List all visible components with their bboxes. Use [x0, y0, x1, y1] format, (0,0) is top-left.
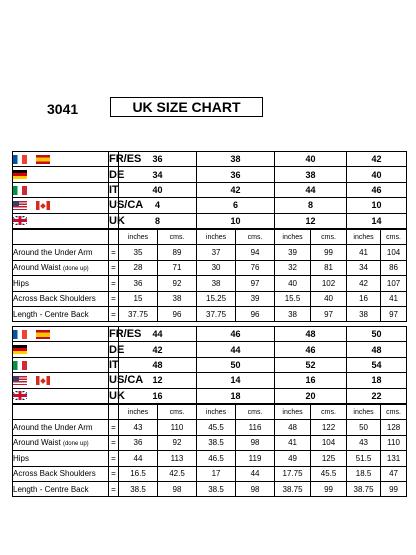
italy-flag-icon [13, 361, 27, 370]
measurement-row-hips [13, 276, 407, 291]
measurement-label [13, 435, 109, 450]
flag-cell [13, 342, 109, 357]
measurement-value: 98 [236, 435, 275, 450]
size-value: 18 [347, 373, 407, 388]
france-flag-icon [13, 155, 27, 164]
unit-cms: cms. [158, 229, 197, 245]
size-value: 40 [275, 152, 347, 167]
country-label: US/CA [109, 374, 144, 387]
size-row-de [13, 167, 407, 182]
measurement-value: 38 [275, 306, 311, 321]
unit-inches: inches [197, 404, 236, 420]
size-value: 14 [197, 373, 275, 388]
size-value: 16 [275, 373, 347, 388]
measurement-label [13, 420, 109, 435]
measurement-value: 38.5 [119, 481, 158, 496]
unit-cms: cms. [311, 404, 347, 420]
measurement-row-under_arm [13, 245, 407, 260]
measurement-value: 17 [197, 466, 236, 481]
size-value: 50 [347, 327, 407, 342]
measurement-value: 30 [197, 260, 236, 275]
size-value: 42 [347, 152, 407, 167]
measurement-label [13, 306, 109, 321]
measurement-value: 102 [311, 276, 347, 291]
measurement-value: 38 [158, 291, 197, 306]
measurement-note: (done up) [62, 441, 89, 448]
measurement-value: 41 [381, 291, 407, 306]
country-label: FR/ES [109, 328, 142, 341]
measurement-value: 38.75 [347, 481, 381, 496]
measurement-value: 36 [119, 435, 158, 450]
measurement-value: 99 [311, 245, 347, 260]
equals-sign: = [109, 466, 119, 481]
measurement-value: 96 [236, 306, 275, 321]
chart-title: UK SIZE CHART [110, 97, 263, 117]
size-value: 18 [197, 388, 275, 404]
measurement-value: 76 [236, 260, 275, 275]
equals-sign: = [109, 451, 119, 466]
measurement-name: Hips [13, 278, 30, 288]
unit-inches: inches [275, 404, 311, 420]
size-value: 48 [119, 357, 197, 372]
measurement-value: 97 [381, 306, 407, 321]
size-value: 8 [119, 213, 197, 229]
france-flag-icon [13, 330, 27, 339]
measurement-value: 110 [381, 435, 407, 450]
measurement-value: 35 [119, 245, 158, 260]
measurement-name: Around Waist [13, 263, 61, 273]
unit-inches: inches [347, 229, 381, 245]
measurement-value: 44 [119, 451, 158, 466]
size-value: 44 [197, 342, 275, 357]
germany-flag-icon [13, 345, 27, 354]
country-label: DE [109, 343, 125, 356]
unit-inches: inches [197, 229, 236, 245]
unit-cms: cms. [158, 404, 197, 420]
size-row-fr_es [13, 327, 407, 342]
measurement-note: (done up) [62, 266, 89, 273]
measurement-value: 131 [381, 451, 407, 466]
unit-inches: inches [347, 404, 381, 420]
measurement-name: Around the Under Arm [13, 248, 93, 258]
flag-cell [13, 357, 109, 372]
measurement-name: Around the Under Arm [13, 423, 93, 433]
measurement-row-length [13, 306, 407, 321]
measurement-name: Across Back Shoulders [13, 469, 96, 479]
country-label: UK [109, 213, 119, 229]
flag-cell [13, 213, 109, 229]
measurement-value: 116 [236, 420, 275, 435]
measurement-value: 38.5 [197, 435, 236, 450]
measurement-value: 37 [197, 245, 236, 260]
size-value: 48 [275, 327, 347, 342]
unit-cms: cms. [311, 229, 347, 245]
measurement-value: 81 [311, 260, 347, 275]
size-value: 46 [275, 342, 347, 357]
measurement-value: 92 [158, 435, 197, 450]
measurement-value: 44 [236, 466, 275, 481]
unit-inches: inches [119, 229, 158, 245]
measurement-value: 128 [381, 420, 407, 435]
unit-cms: cms. [236, 229, 275, 245]
measurement-label [13, 260, 109, 275]
measurement-value: 125 [311, 451, 347, 466]
measurement-value: 104 [311, 435, 347, 450]
measurement-value: 96 [158, 306, 197, 321]
size-value: 12 [275, 213, 347, 229]
flag-cell [13, 198, 109, 213]
measurement-label [13, 451, 109, 466]
size-value: 46 [347, 182, 407, 197]
size-value: 36 [119, 152, 197, 167]
size-value: 20 [275, 388, 347, 404]
measurement-value: 113 [158, 451, 197, 466]
measurement-value: 45.5 [197, 420, 236, 435]
germany-flag-icon [13, 170, 27, 179]
size-value: 10 [197, 213, 275, 229]
size-table-1 [12, 151, 407, 322]
measurement-value: 36 [119, 276, 158, 291]
size-row-it [13, 182, 407, 197]
measurement-value: 48 [275, 420, 311, 435]
size-value: 46 [197, 327, 275, 342]
unit-cms: cms. [236, 404, 275, 420]
measurement-value: 86 [381, 260, 407, 275]
equals-sign: = [109, 420, 119, 435]
size-value: 54 [347, 357, 407, 372]
measurement-value: 15.5 [275, 291, 311, 306]
measurement-value: 39 [236, 291, 275, 306]
measurement-value: 38.75 [275, 481, 311, 496]
size-row-uk [13, 213, 407, 229]
measurement-value: 98 [158, 481, 197, 496]
size-value: 52 [275, 357, 347, 372]
canada-flag-icon [36, 376, 50, 385]
measurement-value: 47 [381, 466, 407, 481]
measurement-value: 71 [158, 260, 197, 275]
spain-flag-icon [36, 330, 50, 339]
uk-flag-icon [13, 216, 27, 225]
measurement-value: 97 [236, 276, 275, 291]
measurement-name: Hips [13, 453, 30, 463]
measurement-value: 38.5 [197, 481, 236, 496]
measurement-value: 18.5 [347, 466, 381, 481]
size-value: 40 [119, 182, 197, 197]
measurement-value: 34 [347, 260, 381, 275]
usa-flag-icon [13, 201, 27, 210]
measurement-name: Length - Centre Back [13, 484, 89, 494]
equals-sign: = [109, 291, 119, 306]
size-value: 38 [275, 167, 347, 182]
measurement-value: 42 [347, 276, 381, 291]
size-value: 40 [347, 167, 407, 182]
size-value: 50 [197, 357, 275, 372]
size-value: 44 [119, 327, 197, 342]
measurement-label [13, 291, 109, 306]
measurement-value: 46.5 [197, 451, 236, 466]
country-label: FR/ES [109, 153, 142, 166]
size-value: 4 [119, 198, 197, 213]
flag-cell [13, 182, 109, 197]
measurement-value: 119 [236, 451, 275, 466]
measurement-row-waist [13, 260, 407, 275]
measurement-value: 98 [236, 481, 275, 496]
flag-cell [13, 152, 109, 167]
measurement-value: 15.25 [197, 291, 236, 306]
measurement-row-shoulders [13, 291, 407, 306]
size-value: 6 [197, 198, 275, 213]
measurement-value: 41 [347, 245, 381, 260]
measurement-value: 89 [158, 245, 197, 260]
unit-cms: cms. [381, 404, 407, 420]
measurement-value: 37.75 [119, 306, 158, 321]
spain-flag-icon [36, 155, 50, 164]
measurement-value: 43 [119, 420, 158, 435]
measurement-row-under_arm [13, 420, 407, 435]
unit-inches: inches [119, 404, 158, 420]
uk-flag-icon [13, 391, 27, 400]
measurement-value: 38 [347, 306, 381, 321]
size-value: 38 [197, 152, 275, 167]
measurement-value: 28 [119, 260, 158, 275]
measurement-value: 50 [347, 420, 381, 435]
units-row [13, 404, 407, 420]
measurement-value: 38 [197, 276, 236, 291]
measurement-value: 43 [347, 435, 381, 450]
size-value: 12 [119, 373, 197, 388]
size-value: 14 [347, 213, 407, 229]
size-row-us_ca [13, 198, 407, 213]
size-value: 34 [119, 167, 197, 182]
size-table-2 [12, 326, 407, 497]
equals-sign: = [109, 306, 119, 321]
flag-cell [13, 327, 109, 342]
flag-cell [13, 388, 109, 404]
measurement-value: 51.5 [347, 451, 381, 466]
measurement-value: 94 [236, 245, 275, 260]
size-value: 16 [119, 388, 197, 404]
measurement-value: 40 [275, 276, 311, 291]
country-label: DE [109, 168, 125, 181]
italy-flag-icon [13, 186, 27, 195]
canada-flag-icon [36, 201, 50, 210]
measurement-value: 39 [275, 245, 311, 260]
equals-sign: = [109, 276, 119, 291]
unit-cms: cms. [381, 229, 407, 245]
size-row-us_ca [13, 373, 407, 388]
measurement-value: 122 [311, 420, 347, 435]
size-value: 10 [347, 198, 407, 213]
measurement-value: 16.5 [119, 466, 158, 481]
measurement-label [13, 481, 109, 496]
measurement-value: 107 [381, 276, 407, 291]
product-code: 3041 [47, 101, 79, 117]
size-value: 22 [347, 388, 407, 404]
measurement-value: 104 [381, 245, 407, 260]
measurement-row-length [13, 481, 407, 496]
equals-sign: = [109, 260, 119, 275]
size-value: 42 [119, 342, 197, 357]
country-label: IT [109, 358, 119, 371]
measurement-value: 40 [311, 291, 347, 306]
size-value: 48 [347, 342, 407, 357]
measurement-name: Around Waist [13, 438, 61, 448]
measurement-value: 17.75 [275, 466, 311, 481]
size-row-it [13, 357, 407, 372]
usa-flag-icon [13, 376, 27, 385]
equals-sign: = [109, 245, 119, 260]
measurement-name: Length - Centre Back [13, 309, 89, 319]
size-value: 44 [275, 182, 347, 197]
measurement-label [13, 466, 109, 481]
size-value: 42 [197, 182, 275, 197]
measurement-row-hips [13, 451, 407, 466]
flag-cell [13, 167, 109, 182]
measurement-value: 37.75 [197, 306, 236, 321]
measurement-value: 49 [275, 451, 311, 466]
unit-inches: inches [275, 229, 311, 245]
country-label: UK [109, 388, 119, 404]
measurement-value: 16 [347, 291, 381, 306]
size-row-uk [13, 388, 407, 404]
measurement-value: 99 [311, 481, 347, 496]
measurement-name: Across Back Shoulders [13, 294, 96, 304]
measurement-label [13, 276, 109, 291]
measurement-value: 99 [381, 481, 407, 496]
measurement-row-waist [13, 435, 407, 450]
measurement-value: 15 [119, 291, 158, 306]
size-row-de [13, 342, 407, 357]
size-row-fr_es [13, 152, 407, 167]
measurement-value: 32 [275, 260, 311, 275]
measurement-value: 41 [275, 435, 311, 450]
measurement-value: 45.5 [311, 466, 347, 481]
country-label: US/CA [109, 199, 144, 212]
equals-sign: = [109, 435, 119, 450]
equals-sign: = [109, 481, 119, 496]
country-label: IT [109, 183, 119, 196]
measurement-value: 110 [158, 420, 197, 435]
measurement-value: 42.5 [158, 466, 197, 481]
size-value: 36 [197, 167, 275, 182]
size-value: 8 [275, 198, 347, 213]
measurement-value: 97 [311, 306, 347, 321]
flag-cell [13, 373, 109, 388]
measurement-row-shoulders [13, 466, 407, 481]
measurement-value: 92 [158, 276, 197, 291]
units-row [13, 229, 407, 245]
measurement-label [13, 245, 109, 260]
